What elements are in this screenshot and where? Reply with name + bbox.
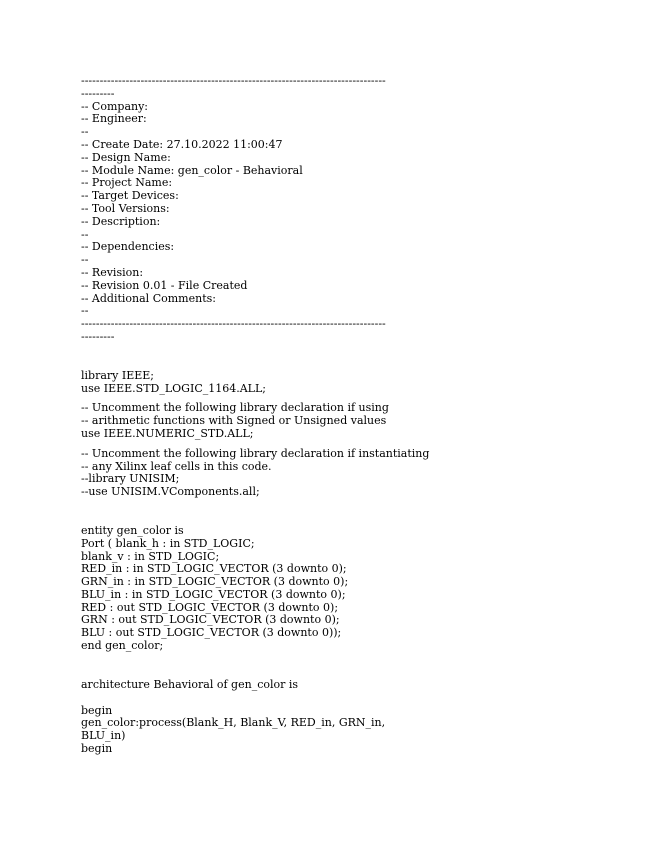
port-blu-out: BLU : out STD_LOGIC_VECTOR (3 downto 0)); <box>81 626 342 640</box>
header-engineer: -- Engineer: <box>81 112 147 126</box>
vhdl-source-code <box>81 75 601 756</box>
header-module-name: -- Module Name: gen_color - Behavioral <box>81 163 303 177</box>
header-company: -- Company: <box>81 99 149 113</box>
unisim-comment-2: -- any Xilinx leaf cells in this code. <box>81 459 272 473</box>
unisim-use-comment: --use UNISIM.VComponents.all; <box>81 485 260 499</box>
process-declaration-wrap: BLU_in) <box>81 729 126 743</box>
architecture-declaration: architecture Behavioral of gen_color is <box>81 677 299 691</box>
port-blank-v: blank_v : in STD_LOGIC; <box>81 549 220 563</box>
port-red-in: RED_in : in STD_LOGIC_VECTOR (3 downto 0); <box>81 562 347 576</box>
port-red-out: RED : out STD_LOGIC_VECTOR (3 downto 0); <box>81 600 339 614</box>
process-declaration: gen_color:process(Blank_H, Blank_V, RED_in, GRN_in, <box>81 716 386 730</box>
port-blank-h: Port ( blank_h : in STD_LOGIC; <box>81 536 255 550</box>
use-numeric-std: use IEEE.NUMERIC_STD.ALL; <box>81 426 254 440</box>
header-create-date: -- Create Date: 27.10.2022 11:00:47 <box>81 137 283 151</box>
header-comment-blank: -- <box>81 125 89 139</box>
header-comment-blank: -- <box>81 227 89 241</box>
header-comment-blank: -- <box>81 253 89 267</box>
header-rule-bottom-wrap: --------- <box>81 329 115 343</box>
header-rule-top-wrap: --------- <box>81 86 115 100</box>
numeric-comment-1: -- Uncomment the following library declaration if using <box>81 401 389 415</box>
header-comment-blank: -- <box>81 304 89 318</box>
port-grn-in: GRN_in : in STD_LOGIC_VECTOR (3 downto 0); <box>81 575 349 589</box>
numeric-comment-2: -- arithmetic functions with Signed or Unsigned values <box>81 414 387 428</box>
architecture-begin: begin <box>81 703 113 717</box>
header-rule-top: ---------------------------------------------------------------------------------- <box>81 74 386 87</box>
header-rule-bottom: ---------------------------------------------------------------------------------- <box>81 317 386 331</box>
header-additional-comments: -- Additional Comments: <box>81 291 216 305</box>
port-blu-in: BLU_in : in STD_LOGIC_VECTOR (3 downto 0); <box>81 587 346 601</box>
header-project-name: -- Project Name: <box>81 176 173 190</box>
process-begin: begin <box>81 742 113 756</box>
header-target-devices: -- Target Devices: <box>81 189 179 203</box>
header-description: -- Description: <box>81 214 161 228</box>
unisim-comment-1: -- Uncomment the following library declaration if instantiating <box>81 446 430 460</box>
entity-declaration: entity gen_color is <box>81 523 184 537</box>
entity-end: end gen_color; <box>81 639 164 653</box>
use-std-logic: use IEEE.STD_LOGIC_1164.ALL; <box>81 381 266 395</box>
header-revision-number: -- Revision 0.01 - File Created <box>81 278 248 292</box>
header-tool-versions: -- Tool Versions: <box>81 201 170 215</box>
port-grn-out: GRN : out STD_LOGIC_VECTOR (3 downto 0); <box>81 613 340 627</box>
unisim-library-comment: --library UNISIM; <box>81 472 180 486</box>
header-dependencies: -- Dependencies: <box>81 240 175 254</box>
header-revision: -- Revision: <box>81 265 144 279</box>
library-ieee: library IEEE; <box>81 368 155 382</box>
header-design-name: -- Design Name: <box>81 150 171 164</box>
